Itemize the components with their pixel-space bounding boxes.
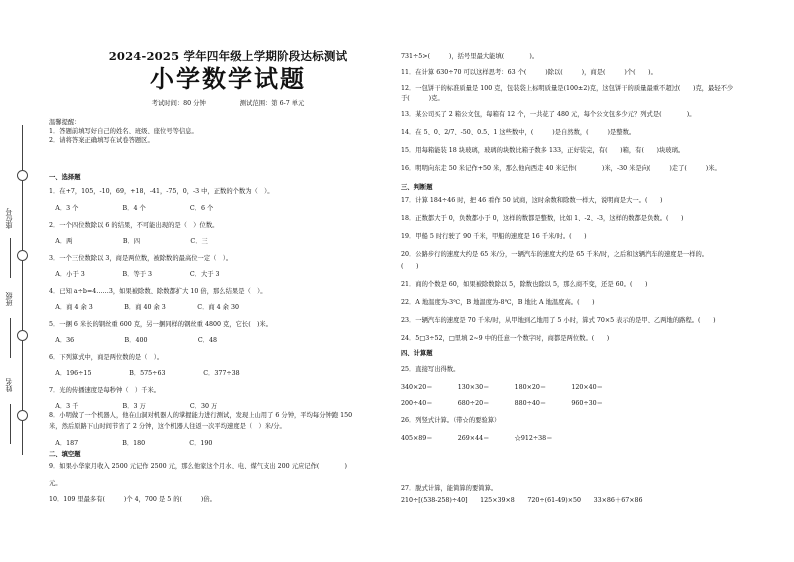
question-line: 21．商的个数是 60，如果被除数除以 5，除数也除以 5，那么商不变，还是 60。( ) (401, 281, 648, 288)
question-line: 4．已知 a÷b=4……3，如果被除数、除数都扩大 10 倍，那么结果是（ ）。 (49, 288, 267, 295)
question-line: 5．一捆 6 米长的钢丝重 600 克，另一捆同样的钢丝重 4800 克，它长( )米。 (49, 321, 272, 328)
question-line: 11．在计算 630÷70 可以这样思考：63 个( )除以( )，商是( )个( )。 (401, 69, 657, 76)
exam-time: 考试时间：80 分钟 (151, 100, 206, 107)
section-heading: 一、选择题 (49, 174, 81, 181)
question-line: 27．脱式计算，能简算的要简算。 (401, 485, 498, 492)
section-heading: 三、判断题 (401, 184, 433, 191)
question-line: 元。 (49, 480, 62, 487)
question-line: 17．计算 184÷46 时，把 46 看作 50 试商，这时余数和除数一样大，说明商是大一。( ) (401, 197, 663, 204)
question-line: A．小于 3 B．等于 3 C．大于 3 (49, 271, 220, 278)
seat-label: 座位号 (5, 208, 13, 229)
question-line: 6．下列算式中，商是两位数的是（ ）。 (49, 354, 164, 361)
question-line: 13．某公司买了 2 箱公文包，每箱有 12 个，一共花了 480 元，每个公文包多少元？列式是( )。 (401, 111, 696, 118)
question-line: ( ) (401, 263, 419, 270)
question-line: 15．用每箱能装 18 块玻璃，玻璃的块数比箱子数多 133，正好装完，有( )箱，有( )块玻璃。 (401, 147, 685, 154)
question-line: 米，然后原路下山时间节省了 2 分钟，这个机器人往返一次平均速度是（ ）米/分。 (49, 423, 286, 430)
binding-hole (17, 250, 28, 261)
seat-blank[interactable] (10, 238, 11, 278)
question-line: 200÷40＝ 680÷20＝ 880÷40＝ 960÷30＝ (401, 400, 603, 407)
question-line: 19．甲船 5 时行驶了 90 千米，甲船的速度是 16 千米/时。( ) (401, 233, 587, 240)
question-line: 23．一辆汽车的速度是 70 千米/时，从甲地到乙地用了 5 小时，算式 70×5 表示的是甲、乙两地的路程。( ) (401, 317, 716, 324)
question-line: 24．5□3÷52，□里填 2~9 中的任意一个数字时，商都是两位数。( ) (401, 335, 610, 342)
class-label: 班级 (5, 292, 13, 306)
question-line: 9．如果小华家月收入 2500 元记作 2500 元，那么他家这个月水、电、煤气支出 200 元应记作( ) (49, 463, 347, 470)
question-line: A．36 B．400 C．48 (49, 337, 217, 344)
question-line: A．196÷15 B．575÷63 C．377÷38 (49, 370, 240, 377)
notice-item: 2．请将答案正确填写在试卷答题区。 (49, 137, 154, 144)
notice-heading: 温馨提醒： (49, 119, 81, 126)
question-line: 8．小明做了一个机器人，他在山洞对机器人的掌握能力进行测试，发现上山用了 6 分钟，平均每分钟跑 150 (49, 412, 353, 419)
question-line: 于( )克。 (401, 95, 444, 102)
question-line: A．3 千 B．3 万 C．30 万 (49, 403, 218, 410)
question-line: 3．一个三位数除以 3，商是两位数，被除数的最高位一定（ ）。 (49, 255, 233, 262)
question-line: A．商 4 余 3 B．商 40 余 3 C．商 4 余 30 (49, 304, 239, 311)
question-line: 10．109 里最多有( )个 4，700 是 5 的( )倍。 (49, 496, 216, 503)
question-line: 25．直接写出得数。 (401, 366, 460, 373)
question-line: 2．一个四位数除以 6 的结果，不可能出现的是（ ）位数。 (49, 222, 219, 229)
exam-meta (88, 98, 368, 107)
section-heading: 二、填空题 (49, 451, 81, 458)
page-title: 小学数学试题 (150, 64, 306, 93)
question-line: 26．列竖式计算。（带☆的要验算） (401, 417, 501, 424)
question-line: 22．A 地温度为-3℃，B 地温度为-8℃，B 地比 A 地温度高。( ) (401, 299, 595, 306)
question-line: 7．光的传播速度是每秒钟（ ）千米。 (49, 387, 161, 394)
section-heading: 四、计算题 (401, 350, 433, 357)
binding-hole (17, 330, 28, 341)
notice-item: 1．答题前填写好自己的姓名、班级、座位号等信息。 (49, 128, 198, 135)
question-line: A．187 B．180 C．190 (49, 440, 213, 447)
name-blank[interactable] (10, 404, 11, 444)
question-line: 1．在+7，105，-10，69，+18，-41，-75，0，-3 中，正数的个数为（ ）。 (49, 188, 274, 195)
question-line: 20．公路步行的速度大约是 65 米/分，一辆汽车的速度大约是 65 千米/时，之后和这辆汽车的速度是一样的。 (401, 251, 709, 258)
question-line: 210÷[(538-258)÷40] 125×39×8 720÷(61-49)×50 33×86＋67×86 (401, 497, 643, 504)
binding-hole (17, 410, 28, 421)
question-line: A．两 B．四 C．三 (49, 238, 208, 245)
exam-subtitle: 2024-2025 学年四年级上学期阶段达标测试 (108, 49, 348, 63)
class-blank[interactable] (10, 318, 11, 358)
question-line: 18．正数都大于 0，负数都小于 0，这样的数都是整数，比如 1、-2、-3，这样的数都是负数。( ) (401, 215, 684, 222)
binding-hole (17, 170, 28, 181)
question-line: 405×89＝ 269×44＝ ☆912÷38＝ (401, 435, 553, 442)
question-line: 12．一包饼干的标准质量是 100 克，包装袋上标明质量是(100±2)克，这包饼干的质量最重不超过( )克，最轻不少 (401, 85, 734, 92)
name-label: 姓名 (5, 378, 13, 392)
question-line: A．3 个 B．4 个 C．6 个 (49, 205, 214, 212)
question-line: 731÷5>( )，括号里最大能填( )。 (401, 53, 539, 60)
question-line: 16．明明向东走 50 米记作+50 米，那么他向西走 40 米记作( )米，-30 米是向( )走了( )米。 (401, 165, 721, 172)
question-line: 14．在 5、0、2/7、-50、0.5、1 这些数中，( )是自然数，( )是整数。 (401, 129, 636, 136)
exam-scope: 测试范围：第 6-7 单元 (239, 100, 305, 107)
question-line: 340×20＝ 130×30＝ 180×20＝ 120×40＝ (401, 384, 603, 391)
